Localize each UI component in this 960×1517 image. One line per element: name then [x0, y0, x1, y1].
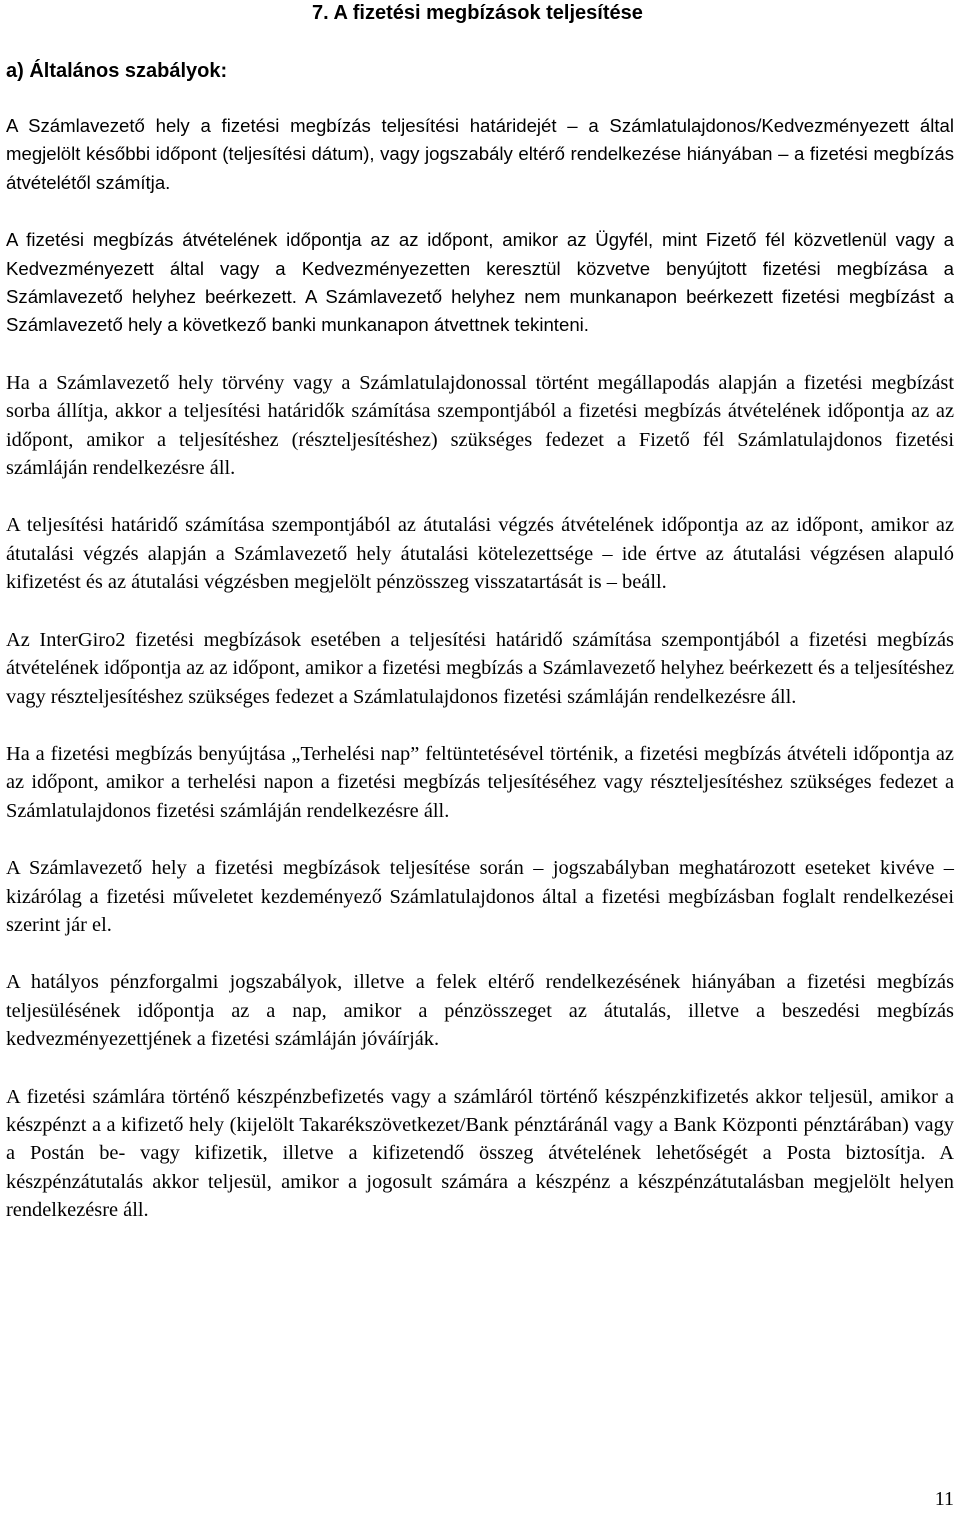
paragraph-3: Ha a Számlavezető hely törvény vagy a Számlatulajdonossal történt megállapodás alapján a fizetési megbízást sorba állítja, akkor a teljesítési határidők számítása szempontjából a fizetési megbízás átvételének időpontja az az időpont, amikor a teljesítéshez (részteljesítéshez) szükséges fedezet a Fizető fél Számlatulajdonos fizetési számláján rendelkezésre áll. [6, 371, 954, 480]
body-text [6, 112, 954, 1254]
paragraph-5: Az InterGiro2 fizetési megbízások esetében a teljesítési határidő számítása szempontjából a fizetési megbízás átvételének időpontja az az időpont, amikor a fizetési megbízás a Számlavezető helyhez beérkezett és a teljesítéshez vagy részteljesítéshez szükséges fedezet a Számlatulajdonos fizetési számláján rendelkezésre áll. [6, 628, 954, 708]
paragraph-4: A teljesítési határidő számítása szempontjából az átutalási végzés átvételének időpontja az az időpont, amikor az átutalási végzés alapján a Számlavezető hely átutalási kötelezettsége – ide értve az átutalási végzésen alapuló kifizetést és az átutalási végzésben megjelölt pénzösszeg visszatartását is – beáll. [6, 514, 954, 594]
paragraph-1: A Számlavezető hely a fizetési megbízás teljesítési határidejét – a Számlatulajdonos/Kedvezményezett által megjelölt későbbi időpont (teljesítési dátum), vagy jogszabály eltérő rendelkezése hiányában – a fizetési megbízás átvételétől számítja. [6, 115, 954, 193]
paragraph-7: A Számlavezető hely a fizetési megbízások teljesítése során – jogszabályban meghatározott eseteket kivéve – kizárólag a fizetési műveletet kezdeményező Számlatulajdonos által a fizetési megbízásban foglalt rendelkezései szerint jár el. [6, 857, 954, 936]
chapter-title: 7. A fizetési megbízások teljesítése [312, 2, 643, 24]
section-heading: a) Általános szabályok: [6, 60, 228, 82]
paragraph-8: A hatályos pénzforgalmi jogszabályok, illetve a felek eltérő rendelkezésének hiányában a fizetési megbízás teljesülésének időpontja az a nap, amikor a pénzösszeget az átutalás, illetve a beszedési megbízás kedvezményezettjének a fizetési számláján jóváírják. [6, 971, 954, 1051]
page-number: 11 [934, 1488, 954, 1510]
paragraph-9: A fizetési számlára történő készpénzbefizetés vagy a számláról történő készpénzkifizetés akkor teljesül, amikor a készpénzt a a kifizető hely (kijelölt Takarékszövetkezet/Bank pénztáránál vagy a Bank Központi pénztárában) vagy a Postán be- vagy kifizetik, illetve a kifizetendő összeg átvételének lehetőségét a Posta biztosítja. A készpénzátutalás akkor teljesül, amikor a jogosult számára a készpénz a készpénzátutalásban megjelölt helyen rendelkezésre áll. [6, 1085, 954, 1222]
paragraph-6: Ha a fizetési megbízás benyújtása „Terhelési nap” feltüntetésével történik, a fizetési megbízás átvételi időpontja az az időpont, amikor a terhelési napon a fizetési megbízás teljesítéséhez vagy részteljesítéshez szükséges fedezet a Számlatulajdonos fizetési számláján rendelkezésre áll. [6, 742, 954, 822]
paragraph-2: A fizetési megbízás átvételének időpontja az az időpont, amikor az Ügyfél, mint Fizető fél közvetlenül vagy a Kedvezményezett által vagy a Kedvezményezetten keresztül közvetve benyújtott fizetési megbízása a Számlavezető helyhez beérkezett. A Számlavezető helyhez nem munkanapon beérkezett fizetési megbízást a Számlavezető hely a következő banki munkanapon átvettnek tekinteni. [6, 229, 954, 336]
